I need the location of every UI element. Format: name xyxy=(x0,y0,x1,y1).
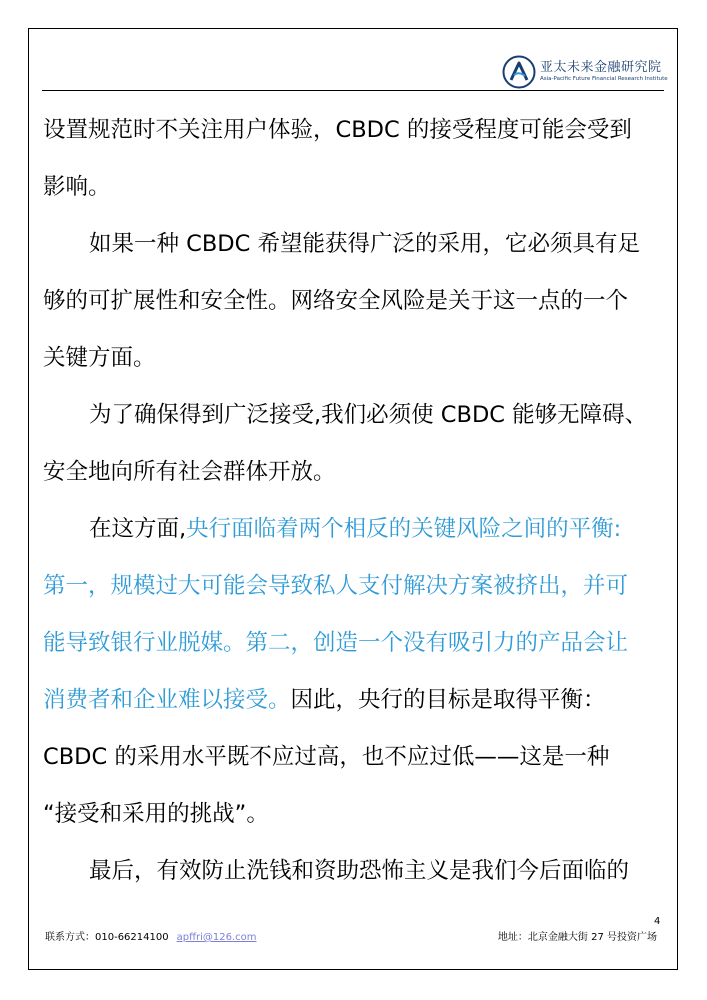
header-divider xyxy=(42,90,664,91)
body-line: 设置规范时不关注用户体验，CBDC 的接受程度可能会受到 xyxy=(43,117,632,143)
body-line: 如果一种 CBDC 希望能获得广泛的采用，它必须具有足 xyxy=(89,231,640,257)
body-line xyxy=(43,672,665,729)
highlighted-text: 消费者和企业难以接受。 xyxy=(43,687,291,713)
body-text-segment: 在这方面, xyxy=(89,516,187,542)
org-name-en: Asia-Pacific Future Financial Research Institute xyxy=(540,76,668,82)
institute-logo-icon xyxy=(502,55,536,89)
body-line: 关键方面。 xyxy=(43,345,156,371)
email-link[interactable]: apffri@126.com xyxy=(176,932,257,943)
page-footer xyxy=(45,928,657,942)
body-line: “接受和采用的挑战”。 xyxy=(43,801,269,827)
body-line: 安全地向所有社会群体开放。 xyxy=(43,459,336,485)
body-line xyxy=(43,501,665,558)
body-line: 影响。 xyxy=(43,174,111,200)
header-logo xyxy=(502,55,668,89)
org-name-cn: 亚太未来金融研究院 xyxy=(540,60,662,75)
page-number: 4 xyxy=(654,916,661,927)
contact-phone: 联系方式：010-66214100 xyxy=(45,932,169,943)
document-body xyxy=(43,102,665,900)
highlighted-line: 第一，规模过大可能会导致私人支付解决方案被挤出，并可 xyxy=(43,573,629,599)
body-line: 为了确保得到广泛接受,我们必须使 CBDC 能够无障碍、 xyxy=(89,402,648,428)
highlighted-text: 央行面临着两个相反的关键风险之间的平衡: xyxy=(186,516,622,542)
footer-contact xyxy=(45,928,256,943)
highlighted-line: 能导致银行业脱媒。第二，创造一个没有吸引力的产品会让 xyxy=(43,630,629,656)
body-line: CBDC 的采用水平既不应过高，也不应过低——这是一种 xyxy=(43,744,610,770)
footer-address: 地址：北京金融大街 27 号投资广场 xyxy=(497,932,657,943)
body-text-segment: 因此，央行的目标是取得平衡： xyxy=(290,687,606,713)
body-line: 最后，有效防止洗钱和资助恐怖主义是我们今后面临的 xyxy=(89,858,630,884)
body-line: 够的可扩展性和安全性。网络安全风险是关于这一点的一个 xyxy=(43,288,629,314)
